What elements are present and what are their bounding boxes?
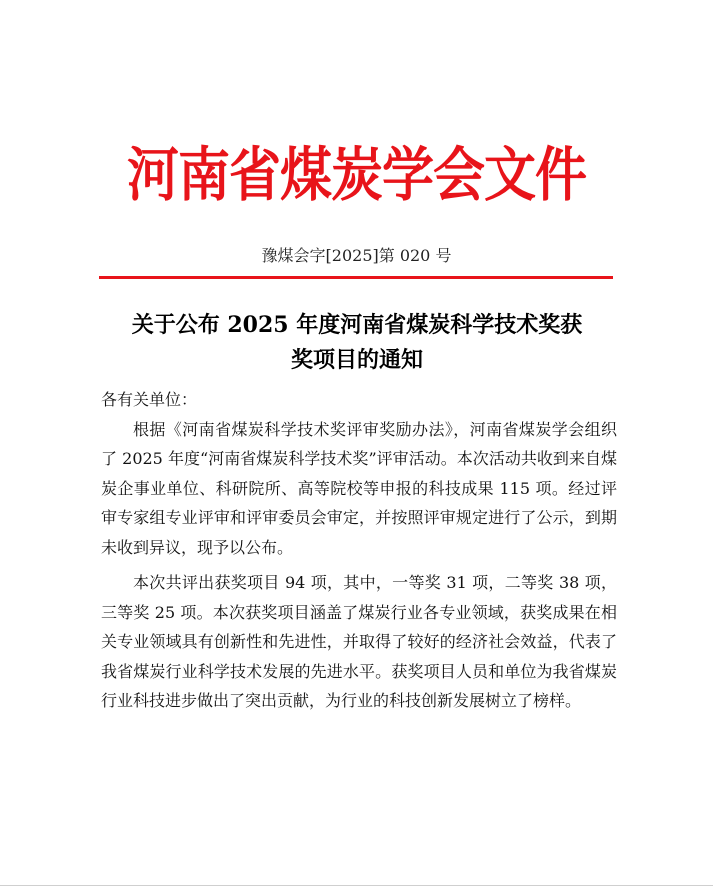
notice-title-line-1: 关于公布 2025 年度河南省煤炭科学技术奖获	[131, 312, 583, 338]
salutation: 各有关单位：	[101, 390, 198, 409]
header-red-divider	[99, 276, 613, 279]
page-bottom-border	[0, 885, 713, 886]
notice-body	[101, 385, 617, 716]
body-paragraph-1: 根据《河南省煤炭科学技术奖评审奖励办法》，河南省煤炭学会组织了 2025 年度“河南省煤炭科学技术奖”评审活动。本次活动共收到来自煤炭企事业单位、科研院所、高等院校等申报的科技成果 115 项。经过评审专家组专业评审和评审委员会审定，并按照评审规定进行了公示，到期未收到异议，现予以公布。	[101, 419, 617, 557]
document-header-title: 河南省煤炭学会文件	[126, 141, 586, 210]
document-number: 豫煤会字[2025]第 020 号	[261, 246, 452, 265]
body-paragraph-2: 本次共评出获奖项目 94 项，其中，一等奖 31 项，二等奖 38 项，三等奖 25 项。本次获奖项目涵盖了煤炭行业各专业领域，获奖成果在相关专业领域具有创新性和先进性，并取得了较好的经济社会效益，代表了我省煤炭行业科学技术发展的先进水平。获奖项目人员和单位为我省煤炭行业科技进步做出了突出贡献，为行业的科技创新发展树立了榜样。	[101, 573, 617, 710]
notice-title-line-2: 奖项目的通知	[290, 347, 423, 373]
notice-title	[92, 308, 622, 378]
